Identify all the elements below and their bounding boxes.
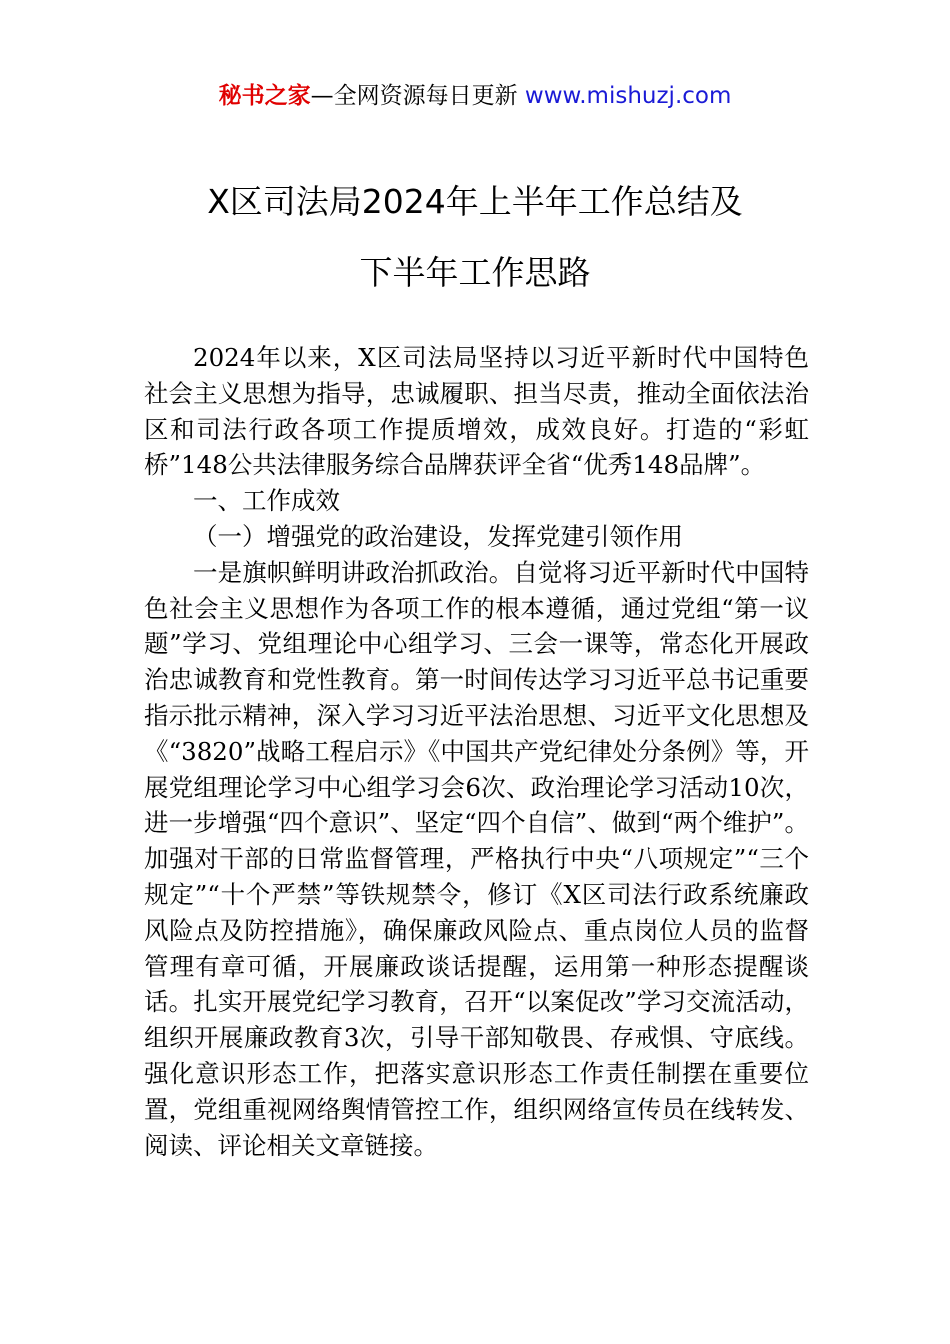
document-body xyxy=(144,340,809,1163)
document-title-line-2: 下半年工作思路 xyxy=(359,253,591,292)
document-title-line-1: X区司法局2024年上半年工作总结及 xyxy=(207,182,743,221)
site-header xyxy=(0,80,950,112)
brand-name: 秘书之家 xyxy=(218,83,311,109)
header-tagline: —全网资源每日更新 xyxy=(310,83,525,109)
subsection-heading: （一）增强党的政治建设，发挥党建引领作用 xyxy=(193,521,683,551)
section-heading: 一、工作成效 xyxy=(193,486,340,516)
intro-paragraph: 2024年以来，X区司法局坚持以习近平新时代中国特色社会主义思想为指导，忠诚履职、担当尽责，推动全面依法治区和司法行政各项工作提质增效，成效良好。打造的“彩虹桥”148公共法律服务综合品牌获评全省“优秀148品牌”。 xyxy=(144,343,809,480)
body-paragraph: 一是旗帜鲜明讲政治抓政治。自觉将习近平新时代中国特色社会主义思想作为各项工作的根本遵循，通过党组“第一议题”学习、党组理论中心组学习、三会一课等，常态化开展政治忠诚教育和党性教育。第一时间传达学习习近平总书记重要指示批示精神，深入学习习近平法治思想、习近平文化思想及《“3820”战略工程启示》《中国共产党纪律处分条例》等，开展党组理论学习中心组学习会6次、政治理论学习活动10次，进一步增强“四个意识”、坚定“四个自信”、做到“两个维护”。加强对干部的日常监督管理，严格执行中央“八项规定”“三个规定”“十个严禁”等铁规禁令，修订《X区司法行政系统廉政风险点及防控措施》，确保廉政风险点、重点岗位人员的监督管理有章可循，开展廉政谈话提醒，运用第一种形态提醒谈话。扎实开展党纪学习教育，召开“以案促改”学习交流活动，组织开展廉政教育3次，引导干部知敬畏、存戒惧、守底线。强化意识形态工作，把落实意识形态工作责任制摆在重要位置，党组重视网络舆情管控工作，组织网络宣传员在线转发、阅读、评论相关文章链接。 xyxy=(144,557,809,1160)
site-url-link[interactable]: www.mishuzj.com xyxy=(524,83,732,109)
